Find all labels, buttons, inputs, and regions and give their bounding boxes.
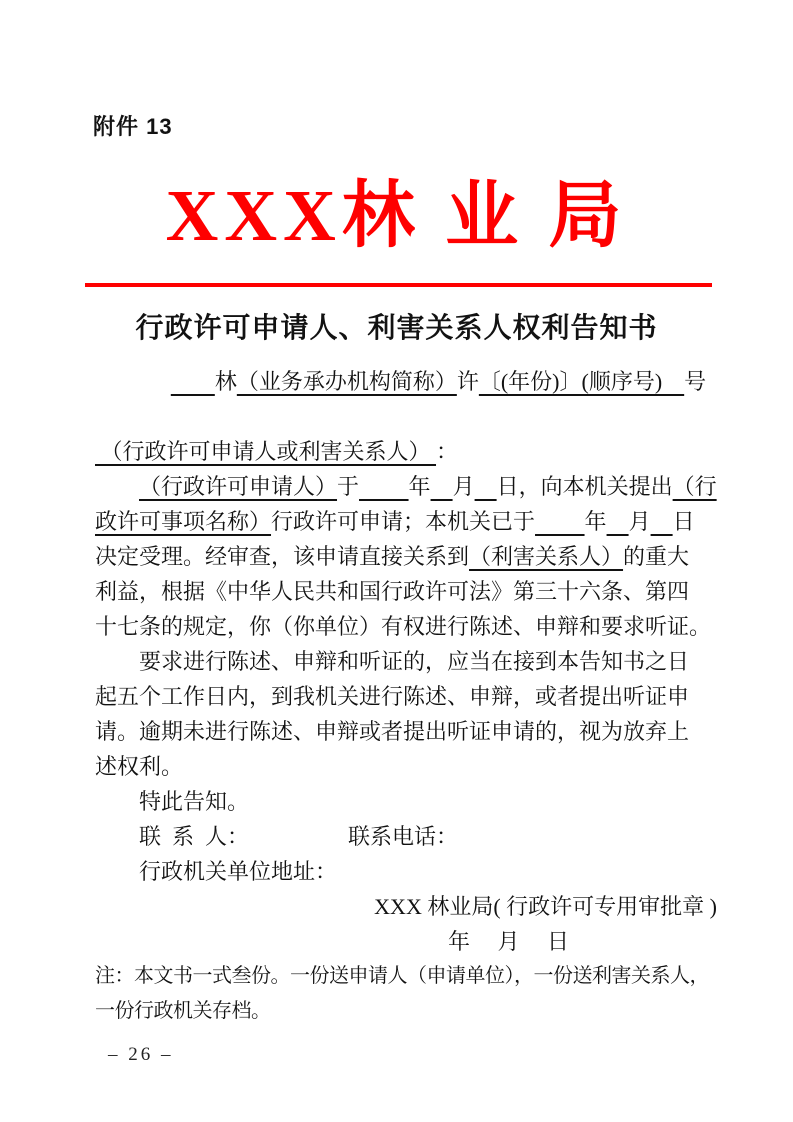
text-segment: 于 — [337, 474, 360, 499]
text-segment: 许 — [456, 369, 479, 394]
text-segment: 号 — [684, 369, 707, 394]
text-segment: 要求进行陈述、申辩和听证的，应当在接到本告知书之日 — [139, 649, 690, 674]
text-segment: 年 — [584, 509, 607, 534]
text-segment: 述权利。 — [95, 754, 184, 779]
text-segment: 年 月 日 — [447, 929, 569, 954]
body-line — [95, 434, 717, 469]
text-segment: 起五个工作日内，到我机关进行陈述、申辩，或者提出听证申 — [95, 684, 690, 709]
body-text — [95, 434, 717, 1029]
text-segment: 利益，根据《中华人民共和国行政许可法》第三十六条、第四 — [95, 579, 690, 604]
body-line — [95, 889, 717, 924]
body-line — [95, 504, 717, 539]
body-line — [95, 574, 717, 609]
text-segment: 联 系 人： — [139, 824, 239, 849]
underlined-blank — [431, 474, 453, 499]
text-segment — [238, 824, 348, 849]
doc-number-line — [42, 366, 793, 398]
text-segment: 日，向本机关提出 — [496, 474, 673, 499]
body-line — [95, 854, 717, 889]
body-line — [95, 819, 717, 854]
text-segment: 特此告知。 — [139, 789, 250, 814]
red-divider-line — [85, 283, 712, 287]
underlined-blank — [607, 509, 629, 534]
text-segment: 月 — [452, 474, 475, 499]
text-segment: 日 — [672, 509, 695, 534]
body-line — [95, 679, 717, 714]
text-segment: 行政许可申请；本机关已于 — [271, 509, 536, 534]
underlined-blank: 政许可事项名称） — [95, 509, 272, 534]
text-segment: 年 — [408, 474, 431, 499]
body-line — [95, 644, 717, 679]
body-line — [95, 959, 717, 994]
body-line — [95, 539, 717, 574]
underlined-blank: （行政许可申请人或利害关系人） — [95, 439, 437, 464]
text-segment: XXX 林业局( 行政许可专用审批章 ) — [374, 894, 717, 919]
underlined-blank — [651, 509, 673, 534]
underlined-blank: （行 — [672, 474, 717, 499]
body-line — [95, 714, 717, 749]
doc-title: 行政许可申请人、利害关系人权利告知书 — [135, 313, 658, 344]
attachment-label: 附件 13 — [93, 114, 173, 139]
body-line — [95, 609, 717, 644]
body-line — [95, 924, 717, 959]
underlined-blank — [475, 474, 497, 499]
text-segment: 联系电话： — [348, 824, 459, 849]
underlined-blank: 〔(年份)〕(顺序号) — [478, 369, 685, 394]
body-line — [95, 469, 717, 504]
page-number: – 26 – — [108, 1044, 174, 1065]
org-title: XXX林 业 局 — [165, 175, 628, 256]
underlined-blank: （行政许可申请人） — [139, 474, 338, 499]
text-segment: 月 — [628, 509, 651, 534]
text-segment: 决定受理。经审查，该申请直接关系到 — [95, 544, 470, 569]
body-line — [95, 994, 717, 1029]
text-segment: 十七条的规定，你（你单位）有权进行陈述、申辩和要求听证。 — [95, 614, 712, 639]
text-segment: 请。逾期未进行陈述、申辩或者提出听证申请的，视为放弃上 — [95, 719, 690, 744]
text-segment: 林 — [214, 369, 237, 394]
text-segment: 注：本文书一式叁份。一份送申请人（申请单位），一份送利害关系人， — [95, 965, 709, 987]
underlined-blank — [359, 474, 409, 499]
underlined-blank: （业务承办机构简称） — [236, 369, 457, 394]
text-segment: 行政机关单位地址： — [139, 859, 338, 884]
text-segment: 的重大 — [623, 544, 690, 569]
body-line — [95, 749, 717, 784]
underlined-blank — [171, 369, 215, 394]
underlined-blank — [535, 509, 585, 534]
body-line — [95, 784, 717, 819]
text-segment: 一份行政机关存档。 — [95, 1000, 271, 1022]
underlined-blank: （利害关系人） — [469, 544, 624, 569]
text-segment: ： — [436, 439, 459, 464]
